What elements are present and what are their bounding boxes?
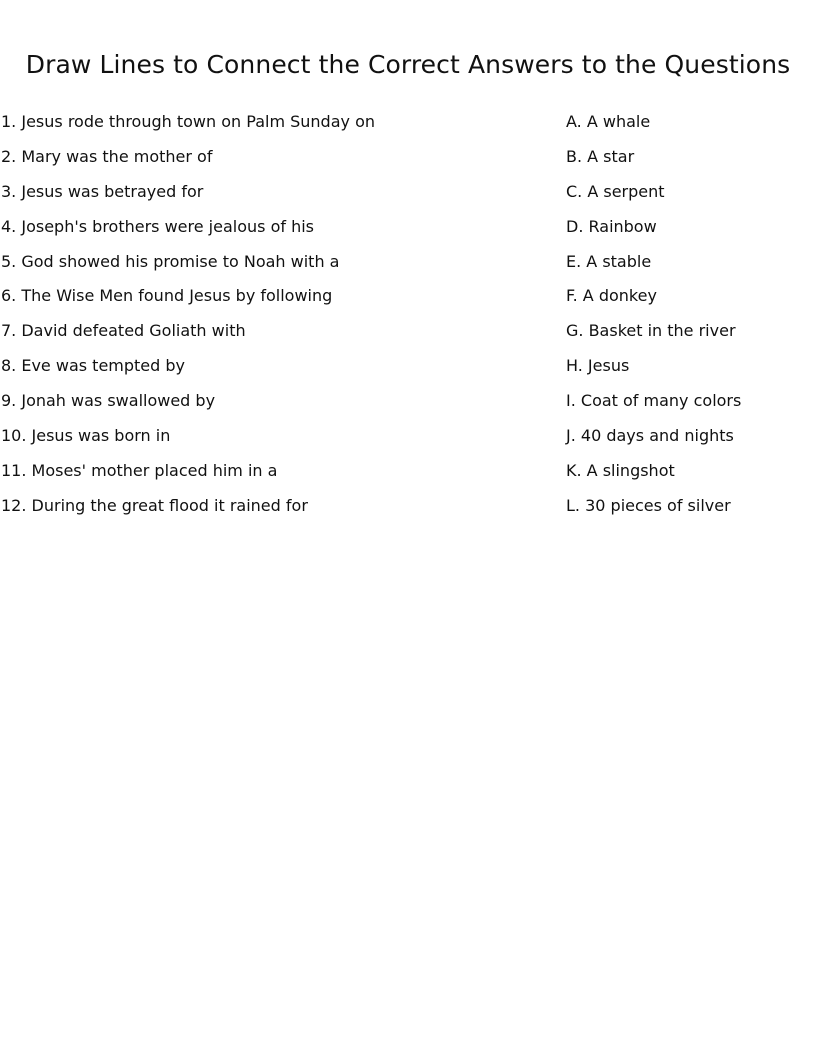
question-item: 11. Moses' mother placed him in a [1, 460, 278, 480]
question-item: 5. God showed his promise to Noah with a [1, 251, 340, 271]
answer-list [566, 112, 811, 531]
answer-item: L. 30 pieces of silver [566, 495, 731, 515]
answer-item: E. A stable [566, 251, 652, 271]
answer-item: H. Jesus [566, 356, 630, 376]
question-item: 3. Jesus was betrayed for [1, 181, 204, 201]
question-item: 6. The Wise Men found Jesus by following [1, 286, 333, 306]
question-item: 9. Jonah was swallowed by [1, 391, 216, 411]
answer-item: I. Coat of many colors [566, 391, 742, 411]
question-item: 1. Jesus rode through town on Palm Sunday on [1, 112, 375, 131]
question-item: 10. Jesus was born in [1, 426, 171, 446]
answer-item: F. A donkey [566, 286, 657, 306]
question-item: 4. Joseph's brothers were jealous of his [1, 216, 314, 236]
answer-item: A. A whale [566, 112, 651, 131]
answer-item: K. A slingshot [566, 460, 675, 480]
question-item: 7. David defeated Goliath with [1, 321, 246, 341]
answer-item: J. 40 days and nights [566, 426, 734, 446]
answer-item: B. A star [566, 146, 635, 166]
answer-item: G. Basket in the river [566, 321, 736, 341]
question-item: 8. Eve was tempted by [1, 356, 186, 376]
question-item: 12. During the great flood it rained for [1, 495, 308, 515]
question-list [1, 112, 521, 531]
worksheet-title: Draw Lines to Connect the Correct Answers to the Questions [25, 50, 791, 79]
question-item: 2. Mary was the mother of [1, 146, 213, 166]
answer-item: C. A serpent [566, 181, 665, 201]
answer-item: D. Rainbow [566, 216, 657, 236]
